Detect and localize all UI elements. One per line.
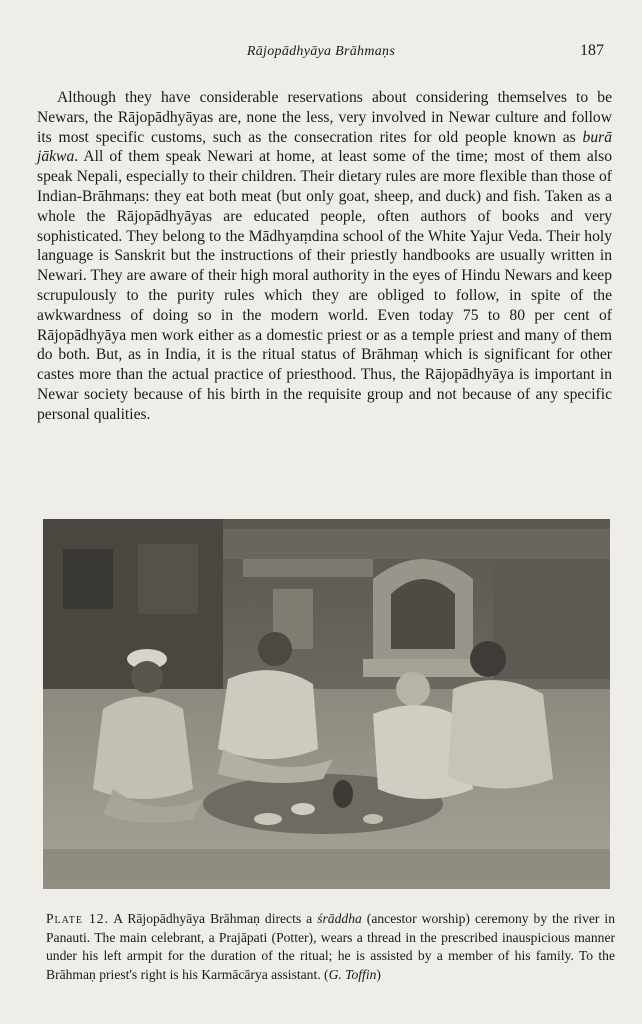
photo-credit: G. Toffin	[328, 966, 377, 982]
page-number: 187	[580, 42, 604, 59]
ritual-plate	[291, 803, 315, 815]
body-paragraph	[37, 88, 612, 425]
caption-text-part3: )	[376, 966, 381, 982]
ritual-vessel	[333, 780, 353, 808]
caption-text-part2: (ancestor worship) ceremony by the river in Panauti. The main celebrant, a Prajāpati (Potter), wears a thread in the prescribed inauspicious manner under his left armpit for the duration of the ritual; he is assisted by a member of his family. To the Brāhmaṇ priest's right is his Karmācārya assistant. (	[46, 911, 616, 982]
body-figure-left	[93, 697, 193, 800]
body-priest	[218, 670, 318, 759]
caption-term-sraddha: śrāddha	[317, 911, 362, 926]
head-celebrant	[396, 672, 430, 706]
head-assistant	[470, 641, 506, 677]
right-wall	[493, 559, 610, 679]
head-priest	[258, 632, 292, 666]
plate-label: Plate 12.	[46, 911, 109, 926]
body-assistant	[448, 680, 553, 788]
ritual-scene-illustration	[43, 519, 610, 889]
paragraph-text-part1: Although they have considerable reservations about considering themselves to be Newars, the Rājopādhyāyas are, none the less, very involved in Newar culture and follow its most specific customs, such as the consecration rites for old people known as	[37, 89, 612, 146]
paragraph-text-part2: . All of them speak Newari at home, at least some of the time; most of them also speak Nepali, especially to their children. Their dietary rules are more flexible than those of Indian-Brāhmaṇs: they eat both meat (but only goat, sheep, and duck) and fish. Taken as a whole the Rājopādhyāyas are educated people, often authors of books and very sophisticated. They belong to the Mādhyaṃdina school of the White Yajur Veda. Their holy language is Sanskrit but the instructions of their priestly handbooks are usually written in Newari. They are aware of their high moral authority in the eyes of Hindu Newars and keep scrupulously to the purity rules which they are obliged to follow, in spite of the awkwardness of doing so in the modern world. Even today 75 to 80 per cent of Rājopādhyāya men work either as a domestic priest or as a temple priest and many of them do both. But, as in India, it is the ritual status of Brāhmaṇ which is significant for other castes more than the actual practice of priesthood. Thus, the Rājopādhyāya is important in Newar society because of his birth in the requisite group and not because of any specific personal qualities.	[37, 148, 612, 423]
paragraph-term-bura-jakwa: burā jākwa	[37, 128, 612, 166]
caption-text-part1: A Rājopādhyāya Brāhmaṇ directs a	[109, 911, 318, 926]
building-wall-panel	[138, 544, 198, 614]
head-figure-left	[131, 661, 163, 693]
ritual-plate	[363, 814, 383, 824]
shrine-niche	[391, 579, 455, 649]
plate-caption	[46, 910, 615, 984]
running-head: Rājopādhyāya Brāhmaṇs	[246, 44, 396, 59]
foreground-shadow	[43, 849, 610, 889]
temple-beam	[223, 529, 610, 559]
ritual-plate	[254, 813, 282, 825]
temple-ledge	[243, 559, 373, 577]
building-window	[63, 549, 113, 609]
plate-photograph	[43, 519, 610, 889]
